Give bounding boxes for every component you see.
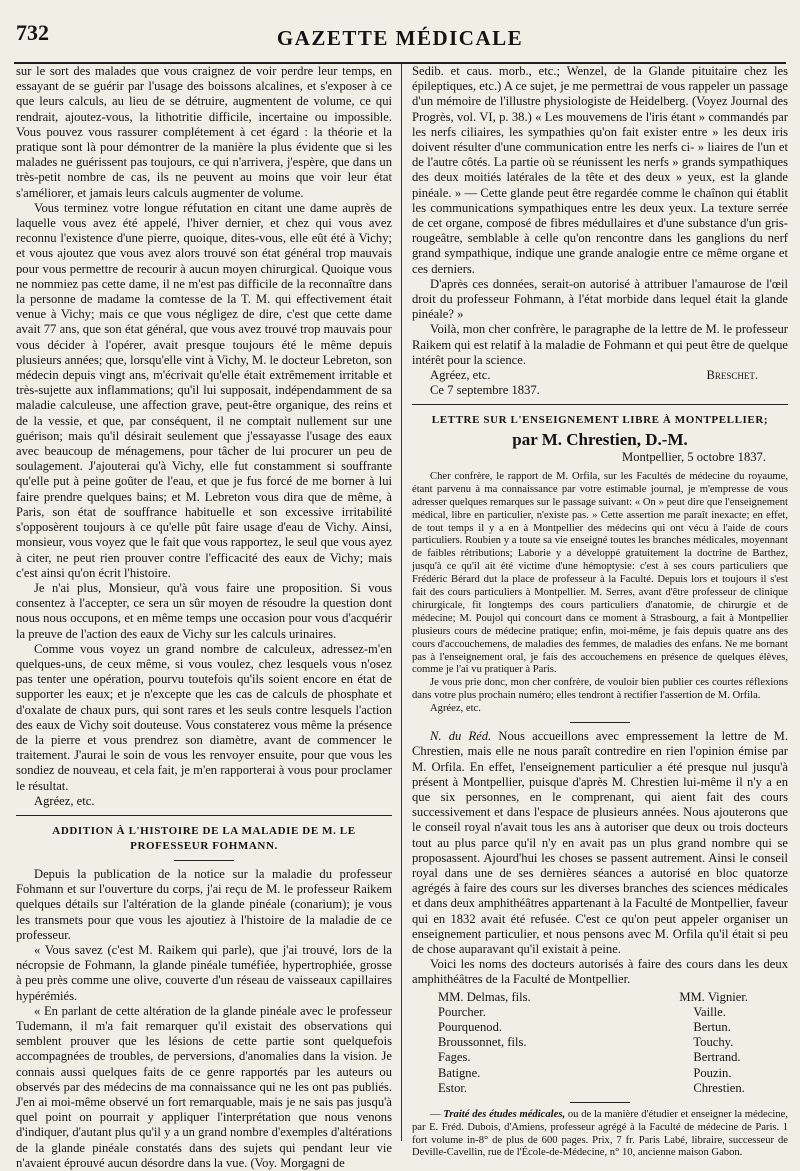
closing: Agréez, etc. — [430, 703, 481, 715]
paragraph: Je n'ai plus, Monsieur, qu'à vous faire une proposition. Si vous consentez à l'accepter, ce sera un sûr moyen de résoudre la question dont nous nous occupons, et en même temps une occasion pour vous d'acquérir la preuve de l'action des eaux de Vichy sur les calculs urinaires. — [16, 580, 392, 641]
doctor-name: MM. Delmas, fils. — [438, 989, 531, 1004]
paragraph: Vous terminez votre longue réfutation en citant une dame auprès de laquelle vous avez été appelé, l'hiver dernier, et chez qui vous avez reconnu l'existence d'une pierre, quoique, dites-vous, elle eût été à Vichy; et vous ajoutez que vous avez alors trouvé son état général trop mauvais pour vous permettre de recourir à aucun moyen chirurgical. Quoique vous ne nommiez pas cette dame, il ne m'est pas difficile de la reconnaître dans la personne de madame la comtesse de la T. M. qui effectivement était venue à Vichy; mais ce que vous négligez de dire, c'est que cette dame avait 77 ans, que son état général, que vous avez trouvé trop mauvais pour vous décider à l'opérer, avait presque toujours été le même depuis plusieurs années; que, lorsqu'elle vint à Vichy, M. le docteur Lebreton, son médecin depuis vingt ans, m'écrivait qu'elle était extrêmement irritable et très-sujette aux inflammations; qu'il lui supposait, indépendamment de sa maladie calculeuse, une affection grave, peut-être organique, des reins et de la vessie, et que, par conséquent, il ne comptait nullement sur une guérison; mais qu'il désirait seulement que j'essayasse l'usage des eaux avec beaucoup de ménagemens, pour tâcher de lui procurer un peu de soulagement. J'ajouterai qu'à Vichy, elle fut constamment si souffrante qu'elle put à peine goûter de l'eau, et que je fus forcé de me borner à lui faire prendre quelques bains; et M. Lebreton vous dira que de même, à Paris, son état de souffrance habituelle et son excessive irritabilité s'opposèrent toujours à ce qu'elle pût faire usage d'eau de Vichy. Ainsi, monsieur, vous voyez que le fait que vous rapportez, le seul que vous ayez à citer, ne peut rien prouver contre l'efficacité des eaux de Vichy; mais c'est ainsi qu'on écrit l'histoire. — [16, 200, 392, 580]
left-column — [16, 64, 392, 1170]
signature-row — [412, 368, 788, 383]
doctor-name: Touchy. — [693, 1035, 734, 1050]
paragraph: Comme vous voyez un grand nombre de calculeux, adressez-m'en quelques-uns, de ceux même, si vous voulez, chez lesquels vous n'osez pas tenter une opération, pourvu toutefois qu'ils soient encore en état de supporter les eaux; et je n'excepte que les cas de calculs de phosphate et d'oxalate de chaux purs, qui sont rares et les seuls contre lesquels l'action des eaux de Vichy soit douteuse. Vous constaterez vous même la présence de la pierre et vous prendrez son diamètre, avant de commencer le traitement. J'aurai le soin de vous les renvoyer ensuite, pour que vous les sondiez de nouveau, et cela fait, je m'en rapporterai à vous pour proclamer le résultat. — [16, 641, 392, 793]
section-rule — [412, 404, 788, 405]
signature: Breschet. — [706, 368, 758, 383]
paragraph: Depuis la publication de la notice sur la maladie du professeur Fohmann et sur l'ouverture du corps, j'ai reçu de M. le professeur Raikem quelques détails sur l'altération de la glande pinéale (conarium); je vous les transmets pour que vous les ajoutiez à l'histoire de la maladie de ce professeur. — [16, 866, 392, 942]
editor-note — [412, 729, 788, 957]
paragraph: Voilà, mon cher confrère, le paragraphe de la lettre de M. le professeur Raikem qui est relatif à la maladie de Fohmann et qui peut être de quelque intérêt pour la science. — [412, 322, 788, 367]
page-header — [14, 12, 786, 64]
closing: Agréez, etc. — [34, 793, 95, 808]
paragraph: sur le sort des malades que vous craignez de voir perdre leur temps, en essayant de se guérir par l'usage des boissons alcalines, et s'exposer à ce que leurs calculs, au lieu de se détruire, augmentent de volume, ce qui rendrait, ajoutez-vous, la lithotritie difficile, incertaine ou impossible. Vous pouvez vous rassurer complétement à cet égard : la théorie et la pratique sont là pour démontrer de la manière la plus évidente que si les malades ne guérissent pas toujours, ce qui n'arrivera, j'espère, que dans un très-petit nombre de cas, ils ne peuvent au moins que voir leur état s'améliorer, et jamais leurs calculs augmenter de volume. — [16, 64, 392, 200]
doctor-name: Batigne. — [438, 1065, 481, 1080]
doctor-name: Broussonnet, fils. — [438, 1035, 527, 1050]
editor-note-label: N. du Réd. — [430, 729, 492, 744]
section-rule — [570, 1102, 630, 1103]
column-divider — [401, 64, 402, 1141]
doctor-name: Fages. — [438, 1050, 471, 1065]
doctors-list-right — [679, 990, 748, 1096]
paragraph: D'après ces données, serait-on autorisé à attribuer l'amaurose de l'œil droit du professeur Fohmann, à l'état morbide dans lequel était la glande pinéale? » — [412, 276, 788, 322]
book-title: Traité des études médicales, — [443, 1108, 566, 1120]
doctor-name: Vaille. — [693, 1004, 726, 1019]
date-line: Ce 7 septembre 1837. — [430, 383, 540, 398]
paragraph: Cher confrère, le rapport de M. Orfila, sur les Facultés de médecine du royaume, étant parvenu à ma connaissance par votre estimable journal, je m'empresse de vous adresser quelques remarques sur le passage suivant: « On » peut dire que l'enseignement médical, libre en particulier, n'existe pas. » Cette assertion me paraît inexacte; en effet, de tout temps il y a en à Montpellier des médecins qui ont vécu à l'aide de cours particuliers. Roubien y a toute sa vie enseigné toutes les branches médicales, moyennant de faibles rétributions; Laborie y a développé gratuitement la doctrine de Barthez, jusqu'à ce qu'il ait été victime d'une hémoptysie: c'est à ses cours particuliers que Frédéric Bérard dut la place de professeur à la Faculté. Depuis lors et toujours il s'est fait des cours particuliers à Montpellier. M. Serres, avant d'être professeur de clinique chirurgicale, fit longtemps des cours particuliers d'anatomie, de chirurgie et de médecine; M. Poujol qui concourt dans ce moment à Strasbourg, a fait à Montpellier plusieurs cours de médecine pratique; enfin, moi-même, je fais depuis quatre ans des cours d'accouchemens, de maladies des femmes, de maladies des enfans. Ne me bornant pas à l'enseignement oral, je fais des accouchemens en présence de quelques élèves, comme je l'ai vu pratiquer à Paris. — [412, 470, 788, 676]
paragraph: Voici les noms des docteurs autorisés à faire des cours dans les deux amphithéâtres de la Faculté de Montpellier. — [412, 957, 788, 987]
doctor-name: Bertun. — [693, 1019, 731, 1034]
section-rule — [16, 815, 392, 816]
section-rule — [570, 722, 630, 723]
paragraph: Je vous prie donc, mon cher confrère, de vouloir bien publier ces courtes réflexions dans votre plus prochain numéro; elles tendront à rectifier l'assertion de M. Orfila. — [412, 677, 788, 702]
doctors-list — [412, 990, 788, 1096]
doctors-list-left — [438, 990, 531, 1096]
doctor-name: Estor. — [438, 1080, 468, 1095]
editor-note-text: Nous accueillons avec empressement la lettre de M. Chrestien, mais elle ne nous paraît contredire en rien l'opinion émise par M. Orfila. En effet, l'enseignement particulier a été presque nul jusqu'à présent à Montpellier, puisque d'après M. Chrestien lui-même il n'y a en que six personnes, en le comprenant, qui aient fait des cours successivement et dans l'espace de plusieurs années. Nous ajouterons que le conseil royal n'avait tous les ans à autoriser que deux ou trois docteurs tout au plus parce qu'il n'y en avait pas un plus grand nombre qui se proposassent. Ajourd'hui les choses se passent autrement. Ainsi le conseil royal dans une de ses dernières séances a autorisé en bloc quatorze agrégés à faire des cours sur les diverses branches des sciences médicales et dans deux amphithéâtres appartenant à la Faculté de Montpellier, faveur qui en 1832 avait été refusée. C'est ce qu'on peut appeler organiser un enseignement particulier, et nous pensons avec M. Orfila qu'il était si peu de chose auparavant qu'il existait à peine. — [412, 729, 788, 956]
right-column — [412, 64, 788, 1159]
paragraph: « En parlant de cette altération de la glande pinéale avec le professeur Tudemann, il m'a fait remarquer qu'il existait des observations qui semblent prouver que les lésions de cette partie sont quelquefois accompagnées de troubles, de perversions, d'anomalies dans la vision. Je connais aussi quelques faits de ce genre rapportés par les auteurs ou observés par des médecins de ma connaissance qui ne les ont pas publiés. J'en ai moi-même observé un fort remarquable, mais je ne sais pas jusqu'à quel point on pourrait y appliquer l'interprétation que nous venons d'indiquer, d'autant plus qu'il y a un grand nombre d'exemples d'altérations de la glande pinéale constatés dans des sujets qui pendant leur vie n'avaient éprouvé aucun désordre dans la vue. (Voy. Morgagni de — [16, 1003, 392, 1170]
doctor-name: Pourquenod. — [438, 1019, 503, 1034]
letter-date: Montpellier, 5 octobre 1837. — [622, 449, 766, 464]
book-advert: — Traité des études médicales, ou de la manière d'étudier et enseigner la médecine, par E. Fréd. Dubois, d'Amiens, professeur agrégé à la Faculté de médecine de Paris. 1 fort volume in-8° de plus de 600 pages. Prix, 7 fr. Paris Labé, libraire, successeur de Deville-Cavellin, rue de l'École-de-Médecine, n° 10, ancienne maison Gabon. — [412, 1108, 788, 1159]
page-number: 732 — [16, 20, 49, 45]
letter-title: LETTRE SUR L'ENSEIGNEMENT LIBRE À MONTPELLIER; — [431, 414, 769, 427]
book-description: ou de la manière d'étudier et enseigner la médecine, par E. Fréd. Dubois, d'Amiens, professeur agrégé à la Faculté de médecine de Paris. 1 fort volume in-8° de plus de 600 pages. Prix, 7 fr. Paris Labé, libraire, successeur de Deville-Cavellin, rue de l'École-de-Médecine, n° 10, ancienne maison Gabon. — [412, 1108, 788, 1159]
closing: Agréez, etc. — [430, 368, 491, 383]
doctor-name: Pourcher. — [438, 1004, 486, 1019]
doctor-name: Pouzin. — [693, 1065, 732, 1080]
publication-title: GAZETTE MÉDICALE — [276, 26, 524, 50]
doctor-name: MM. Vignier. — [679, 989, 748, 1004]
letter-author: par M. Chrestien, D.-M. — [512, 430, 688, 450]
section-rule — [174, 860, 234, 861]
doctor-name: Chrestien. — [693, 1080, 745, 1095]
paragraph: « Vous savez (c'est M. Raikem qui parle), que j'ai trouvé, lors de la nécropsie de Fohmann, la glande pinéale tuméfiée, hypertrophiée, grosse à peu près comme une olive, couverte d'un réseau de vaisseaux capillaires hypérémiés. — [16, 942, 392, 1003]
doctor-name: Bertrand. — [693, 1050, 741, 1065]
section-heading: ADDITION À L'HISTOIRE DE LA MALADIE DE M. LE PROFESSEUR FOHMANN. — [52, 824, 356, 852]
paragraph: Sedib. et caus. morb., etc.; Wenzel, de la Glande pituitaire chez les épileptiques, etc.) A ce sujet, je me permettrai de vous rappeler un passage d'un mémoire de l'illustre physiologiste de Heidelberg. (Voyez Journal des Progrès, vol. VI, p. 38.) « Les mouvemens de l'iris étant » commandés par les nerfs ciliaires, les sympathies qu'on fait exister entre » les deux iris doivent résulter d'une communication entre les nerfs ci- » liaires de l'un et de l'autre côtés. La partie où se réunissent les nerfs » grands sympathiques des deux moitiés latérales de la tête et des deux » yeux, est la glande pinéale. » — Cette glande peut être regardée comme le chaînon qui établit les communications sympathiques entre les deux yeux. La texture serrée de cet organe, composé de fibres médullaires et d'une substance d'un gris-rougeâtre, semblable à celle qu'on rencontre dans les ganglions du nerf grand sympathique, indique une grande analogie entre ce même organe et ces derniers. — [412, 64, 788, 276]
